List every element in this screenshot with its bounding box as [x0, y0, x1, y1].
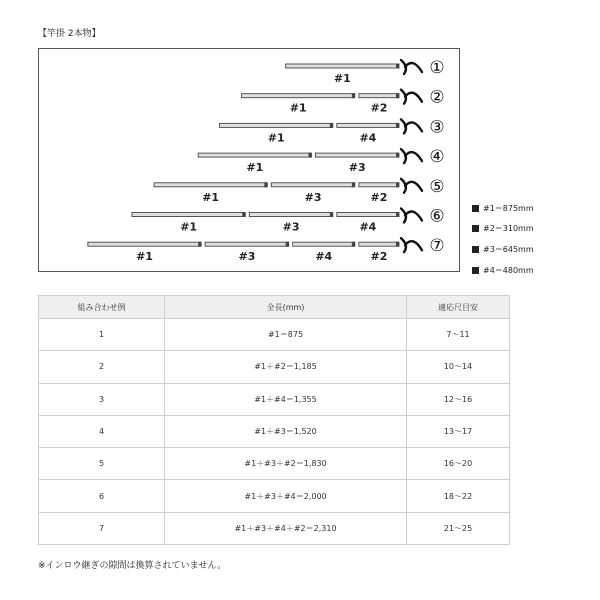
- cell-total-length: #1＋#4＝1,355: [165, 383, 407, 415]
- rod-joint: [286, 242, 289, 247]
- rod-segment-label: #1: [202, 190, 220, 204]
- rod-holder-icon: [401, 179, 422, 193]
- row-number-badge: ③: [429, 117, 445, 138]
- cell-applicable-size: 18〜22: [407, 480, 510, 512]
- rod-joint: [330, 212, 333, 217]
- table-row: [39, 319, 510, 351]
- rod-combination-row: [286, 58, 445, 85]
- table-row: [39, 351, 510, 383]
- rod-segment-label: #3: [238, 250, 256, 264]
- rod-segment: [286, 64, 399, 68]
- cell-total-length: #1＋#3＝1,520: [165, 415, 407, 447]
- legend-square-icon: [472, 225, 479, 232]
- cell-combination: 3: [39, 383, 165, 415]
- row-number-badge: ④: [429, 147, 445, 168]
- cell-applicable-size: 16〜20: [407, 448, 510, 480]
- cell-total-length: #1＝875: [165, 319, 407, 351]
- cell-applicable-size: 10〜14: [407, 351, 510, 383]
- legend-item: [472, 260, 534, 281]
- cell-combination: 2: [39, 351, 165, 383]
- rod-segment: [337, 213, 399, 217]
- rod-holder-icon: [401, 119, 422, 133]
- row-number-badge: ①: [429, 58, 445, 78]
- legend-text: #4＝480mm: [483, 265, 534, 275]
- cell-total-length: #1＋#3＋#2＝1,830: [165, 448, 407, 480]
- legend-item: [472, 198, 534, 219]
- table-row: [39, 383, 510, 415]
- rod-joint: [396, 64, 399, 69]
- rod-joint: [396, 123, 399, 128]
- cell-combination: 7: [39, 512, 165, 544]
- rod-segment: [242, 94, 355, 98]
- rod-segment-label: #4: [315, 250, 333, 264]
- rod-segment-label: #4: [359, 131, 377, 145]
- cell-total-length: #1＋#3＋#4＝2,000: [165, 480, 407, 512]
- rod-segment-label: #2: [370, 190, 388, 204]
- rod-holder-icon: [401, 60, 422, 74]
- rod-segment: [359, 183, 399, 187]
- cell-combination: 4: [39, 415, 165, 447]
- rod-segment-label: #3: [304, 190, 322, 204]
- rod-joint: [396, 242, 399, 247]
- rod-joint: [242, 212, 245, 217]
- header-applicable-size: 適応尺目安: [407, 296, 510, 319]
- rod-joint: [352, 242, 355, 247]
- rod-holder-icon: [401, 149, 422, 163]
- footnote: ※インロウ継ぎの隙間は換算されていません。: [38, 561, 227, 571]
- cell-combination: 5: [39, 448, 165, 480]
- rod-joint: [198, 242, 201, 247]
- legend-square-icon: [472, 205, 479, 212]
- rod-combination-row: [242, 88, 445, 115]
- legend-square-icon: [472, 246, 479, 253]
- rod-joint: [396, 182, 399, 187]
- legend-text: #1＝875mm: [483, 203, 534, 213]
- rod-segment-label: #1: [333, 72, 351, 85]
- rod-segment: [220, 123, 333, 127]
- rod-segment: [315, 153, 399, 157]
- rod-segment-label: #3: [348, 161, 366, 175]
- rod-segment-label: #1: [289, 101, 307, 115]
- rod-combination-row: [198, 147, 444, 174]
- rod-combination-row: [220, 117, 445, 144]
- legend-item: [472, 239, 534, 260]
- cell-total-length: #1＋#3＋#4＋#2＝2,310: [165, 512, 407, 544]
- rod-joint: [352, 182, 355, 187]
- rod-joint: [264, 182, 267, 187]
- legend-item: [472, 219, 534, 240]
- rod-diagram-canvas: [39, 49, 461, 273]
- rod-combination-row: [88, 236, 445, 263]
- rod-joint: [396, 93, 399, 98]
- rod-combination-row: [154, 177, 445, 204]
- row-number-badge: ②: [429, 87, 445, 108]
- legend-text: #3＝645mm: [483, 244, 534, 254]
- cell-applicable-size: 21〜25: [407, 512, 510, 544]
- legend-square-icon: [472, 267, 479, 274]
- rod-joint: [308, 153, 311, 158]
- header-combination: 組み合わせ例: [39, 296, 165, 319]
- rod-segment-label: #1: [267, 131, 285, 145]
- rod-joint: [352, 93, 355, 98]
- rod-segment: [88, 242, 201, 246]
- table-row: [39, 512, 510, 544]
- row-number-badge: ⑤: [429, 176, 445, 197]
- table-row: [39, 415, 510, 447]
- rod-segment: [198, 153, 311, 157]
- table-row: [39, 480, 510, 512]
- rod-segment-label: #1: [180, 220, 198, 234]
- combination-table: [38, 295, 510, 545]
- cell-total-length: #1＋#2＝1,185: [165, 351, 407, 383]
- rod-segment: [271, 183, 355, 187]
- rod-combination-row: [132, 207, 445, 234]
- rod-segment-label: #1: [246, 161, 264, 175]
- rod-joint: [330, 123, 333, 128]
- rod-segment-label: #3: [282, 220, 300, 234]
- rod-combination-diagram: [38, 48, 460, 272]
- rod-segment-label: #4: [359, 220, 377, 234]
- rod-segment: [337, 123, 399, 127]
- segment-length-legend: [472, 198, 534, 280]
- rod-segment-label: #2: [370, 101, 388, 115]
- row-number-badge: ⑦: [429, 236, 445, 257]
- rod-segment: [249, 213, 333, 217]
- cell-combination: 1: [39, 319, 165, 351]
- rod-segment: [154, 183, 267, 187]
- rod-segment: [205, 242, 289, 246]
- rod-segment: [132, 213, 245, 217]
- header-total-length: 全長(mm): [165, 296, 407, 319]
- table-row: [39, 448, 510, 480]
- legend-text: #2＝310mm: [483, 224, 534, 234]
- table-header-row: [39, 296, 510, 319]
- rod-segment-label: #2: [370, 250, 388, 264]
- rod-segment-label: #1: [136, 250, 153, 264]
- rod-segment: [359, 94, 399, 98]
- cell-applicable-size: 13〜17: [407, 415, 510, 447]
- row-number-badge: ⑥: [429, 206, 445, 227]
- cell-combination: 6: [39, 480, 165, 512]
- rod-holder-icon: [401, 90, 422, 104]
- rod-holder-icon: [401, 238, 422, 252]
- rod-holder-icon: [401, 209, 422, 223]
- cell-applicable-size: 7〜11: [407, 319, 510, 351]
- rod-joint: [396, 153, 399, 158]
- section-heading: 【竿掛 2本物】: [38, 29, 101, 39]
- rod-joint: [396, 212, 399, 217]
- rod-segment: [359, 242, 399, 246]
- cell-applicable-size: 12〜16: [407, 383, 510, 415]
- rod-segment: [293, 242, 355, 246]
